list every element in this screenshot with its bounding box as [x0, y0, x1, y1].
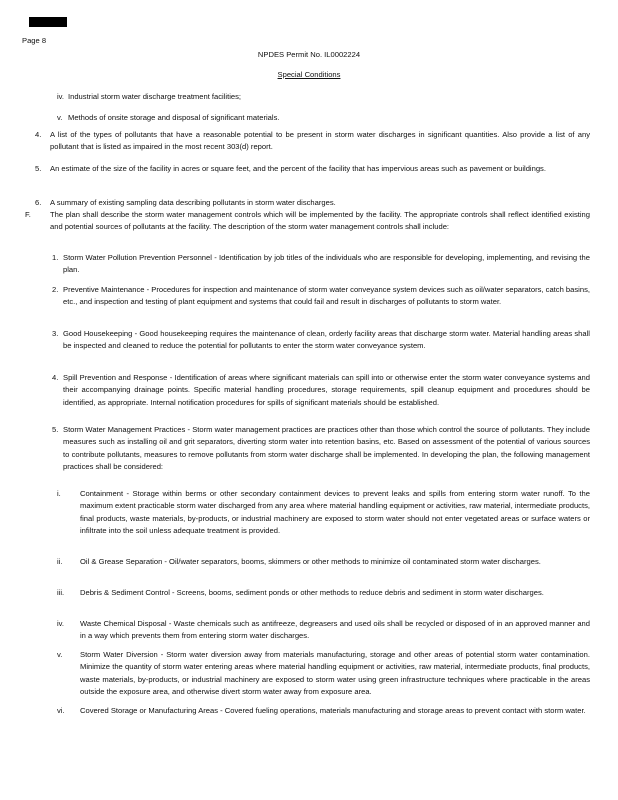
list-item-number: iv.	[57, 619, 65, 628]
list-item-text: Preventive Maintenance - Procedures for inspection and maintenance of storm water conveyance system devices such as oil/water separators, catch basins, etc., and inspection and testing of plant equipment and systems that could fail and result in discharges of pollutants to storm water.	[63, 285, 590, 307]
list-item	[52, 284, 590, 309]
list-item-number: 4.	[35, 130, 42, 139]
list-item	[35, 129, 590, 154]
list-item-text: A list of the types of pollutants that have a reasonable potential to be present in storm water discharges in significant quantities. Also provide a list of any pollutant that is listed as impaired in the most recent 303(d) report.	[50, 130, 590, 152]
list-item	[52, 252, 590, 277]
list-item-text: Containment - Storage within berms or other secondary containment devices to prevent leaks and spills from entering storm water runoff. To the maximum extent practicable storm water discharged from any area where material handling equipment or activities, raw material, intermediate products, final products, waste materials, by-products, or industrial machinery are exposed to storm water should not enter vegetated areas or surface waters or infiltrate into the soil unless adequate treatment is provided.	[80, 489, 590, 536]
list-item	[57, 618, 590, 643]
page-number: Page 8	[22, 36, 47, 45]
list-item	[57, 705, 590, 717]
list-item-text: Storm Water Pollution Prevention Personnel - Identification by job titles of the individuals who are responsible for developing, implementing, and revising the plan.	[63, 253, 590, 275]
list-item-text: Debris & Sediment Control - Screens, booms, sediment ponds or other methods to reduce debris and sediment in storm water discharges.	[80, 588, 544, 597]
list-item-text: Methods of onsite storage and disposal of significant materials.	[68, 113, 280, 122]
list-item-number: v.	[57, 113, 63, 122]
list-item	[52, 372, 590, 409]
list-item	[57, 556, 590, 568]
list-item-number: F.	[25, 210, 31, 219]
list-item	[57, 587, 590, 599]
list-item	[52, 424, 590, 474]
list-item-number: v.	[57, 650, 63, 659]
list-item-number: 5.	[35, 164, 42, 173]
list-item-number: iv.	[57, 92, 65, 101]
section-heading: Special Conditions	[277, 70, 341, 79]
list-item-text: Industrial storm water discharge treatment facilities;	[68, 92, 242, 101]
redaction-box	[29, 17, 67, 27]
list-item-number: 3.	[52, 329, 59, 338]
list-item-text: The plan shall describe the storm water management controls which will be implemented by the facility. The appropriate controls shall reflect identified existing and potential sources of pollutants at the facility. The description of the storm water management controls shall include:	[50, 210, 590, 232]
list-item-text: Storm Water Management Practices - Storm water management practices are practices other than those which control the source of pollutants. They include measures such as installing oil and grit separators, diverting storm water into retention basins, etc. Based on assessment of the potential of various sources to contribute pollutants, measures to remove pollutants from storm water discharge shall be implemented. In developing the plan, the following management practices shall be considered:	[63, 425, 590, 472]
list-item-number: vi.	[57, 706, 65, 715]
list-item-number: 4.	[52, 373, 59, 382]
list-item	[52, 328, 590, 353]
list-item-text: A summary of existing sampling data describing pollutants in storm water discharges.	[50, 198, 336, 207]
permit-title: NPDES Permit No. IL0002224	[257, 50, 361, 59]
list-item-number: ii.	[57, 557, 63, 566]
list-item-number: 6.	[35, 198, 42, 207]
list-item-text: Storm Water Diversion - Storm water diversion away from materials manufacturing, storage and other areas of potential storm water contamination. Minimize the quantity of storm water entering areas where material handling equipment or activities, raw material, intermediate products, final products, waste materials, by-products, or industrial machinery are exposed to storm water using green infrastructure techniques where practicable in the areas outside the exposure area, and otherwise divert storm water away from exposure area.	[80, 650, 590, 697]
list-item-text: Good Housekeeping - Good housekeeping requires the maintenance of clean, orderly facility areas that discharge storm water. Material handling areas shall be inspected and cleaned to reduce the potential for pollutants to enter the storm water conveyance system.	[63, 329, 590, 351]
list-item	[57, 112, 588, 124]
list-item	[57, 649, 590, 699]
list-item-number: i.	[57, 489, 61, 498]
list-item-text: Covered Storage or Manufacturing Areas - Covered fueling operations, materials manufacturing and storage areas to prevent contact with storm water.	[80, 706, 586, 715]
list-item	[25, 209, 590, 234]
list-item	[57, 488, 590, 538]
list-item-text: An estimate of the size of the facility in acres or square feet, and the percent of the facility that has impervious areas such as pavement or buildings.	[50, 164, 546, 173]
list-item-number: 5.	[52, 425, 59, 434]
list-item-text: Waste Chemical Disposal - Waste chemicals such as antifreeze, degreasers and used oils shall be recycled or disposed of in an approved manner and in a way which prevents them from entering storm water discharges.	[80, 619, 590, 641]
list-item-number: 2.	[52, 285, 59, 294]
list-item	[35, 197, 590, 209]
list-item	[57, 91, 588, 103]
list-item	[35, 163, 590, 175]
list-item-number: 1.	[52, 253, 59, 262]
list-item-text: Spill Prevention and Response - Identification of areas where significant materials can spill into or otherwise enter the storm water conveyance systems and their accompanying drainage points. Specific material handling procedures, storage requirements, spill cleanup equipment and procedures should be identified, as appropriate. Internal notification procedures for spills of significant materials should be established.	[63, 373, 590, 407]
list-item-text: Oil & Grease Separation - Oil/water separators, booms, skimmers or other methods to minimize oil contaminated storm water discharges.	[80, 557, 541, 566]
list-item-number: iii.	[57, 588, 65, 597]
